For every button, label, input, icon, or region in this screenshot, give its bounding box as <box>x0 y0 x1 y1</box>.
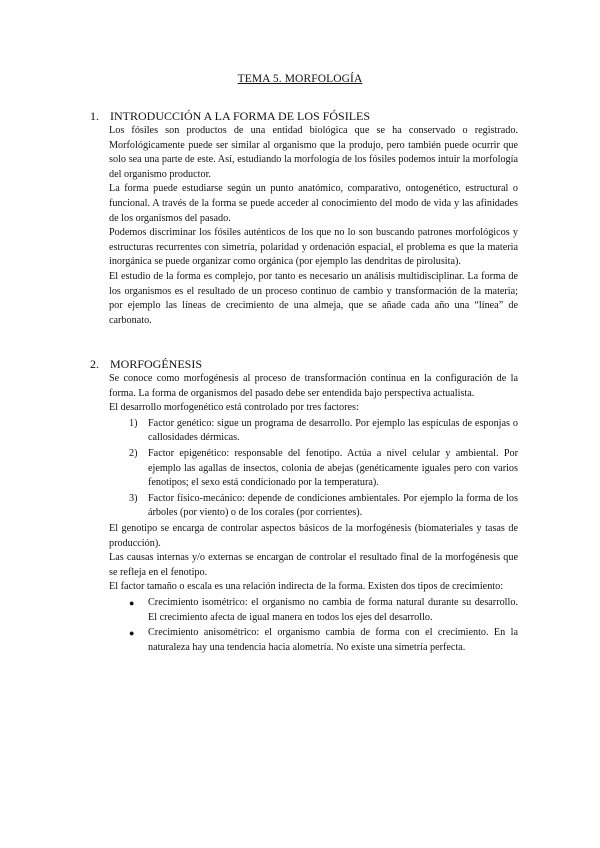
paragraph: El genotipo se encarga de controlar aspectos básicos de la morfogénesis (biomateriales y tasas de producción). <box>109 522 518 549</box>
bullet-icon: ● <box>129 597 135 608</box>
section-body <box>109 124 518 328</box>
list-number: 2) <box>129 447 138 459</box>
section-title: INTRODUCCIÓN A LA FORMA DE LOS FÓSILES <box>110 109 371 123</box>
list-item <box>129 447 518 491</box>
growth-list <box>129 596 518 655</box>
factor-list <box>129 417 518 521</box>
paragraph: Podemos discriminar los fósiles auténticos de los que no lo son buscando patrones morfológicos y estructuras recurrentes con simetría, polaridad y ordenación espacial, el problema es que la materia inorgánica se puede organizar como orgánica (por ejemplo las dendritas de pirolusita). <box>109 227 518 268</box>
paragraph: Se conoce como morfogénesis al proceso de transformación continua en la configuración de la forma. La forma de organismos del pasado debe ser entendida bajo perspectiva actualista. <box>109 373 518 399</box>
section-morfogenesis <box>90 356 518 656</box>
list-text: Crecimiento anisométrico: el organismo cambia de forma con el crecimiento. En la naturaleza hay una tendencia hacia alometría. No existe una simetría perfecta. <box>148 627 518 653</box>
page-title: TEMA 5. MORFOLOGÍA <box>237 73 363 85</box>
section-body <box>109 372 518 655</box>
paragraph: El estudio de la forma es complejo, por tanto es necesario un análisis multidisciplinar. La forma de los organismos es el resultado de un proceso continuo de cambio y transformación de la materia; por ejemplo las líneas de crecimiento de una almeja, que se añade cada año una “línea” de carbonato. <box>109 270 518 326</box>
list-text: Factor genético: sigue un programa de desarrollo. Por ejemplo las espículas de esponjas o callosidades dérmicas. <box>148 417 518 444</box>
section-title: MORFOGÉNESIS <box>110 357 203 371</box>
section-introduccion <box>90 108 518 328</box>
paragraph: La forma puede estudiarse según un punto anatómico, comparativo, ontogenético, estructural o funcional. A través de la forma se puede acceder al conocimiento del modo de vida y las afinidades de los organismos del pasado. <box>109 183 518 224</box>
list-item <box>129 417 518 446</box>
list-text: Factor físico-mecánico: depende de condiciones ambientales. Por ejemplo la forma de los árboles (por viento) o de los corales (por corrientes). <box>148 492 518 519</box>
section-number: 1. <box>90 109 99 123</box>
paragraph: Las causas internas y/o externas se encargan de controlar el resultado final de la morfogénesis que se refleja en el fenotipo. <box>109 552 518 578</box>
list-text: Crecimiento isométrico: el organismo no cambia de forma natural durante su desarrollo. El crecimiento afecta de igual manera en todos los ejes del desarrollo. <box>148 596 518 623</box>
list-number: 3) <box>129 492 138 504</box>
paragraph: El desarrollo morfogenético está controlado por tres factores: <box>109 402 359 414</box>
list-text: Factor epigenético: responsable del fenotipo. Actúa a nivel celular y ambiental. Por ejemplo las agallas de insectos, colonia de abejas (genéticamente iguales pero con varios fenotipos; el sexo está condicionado por la temperatura). <box>148 447 518 489</box>
list-item <box>129 492 518 521</box>
paragraph: Los fósiles son productos de una entidad biológica que se ha conservado o registrado. Morfológicamente puede ser similar al organismo que la produjo, pero también puede ocurrir que solo sea una parte de este. Así, estudiando la morfología de los fósiles podemos intuir la morfología del organismo productor. <box>109 125 518 180</box>
bullet-icon: ● <box>129 628 135 639</box>
paragraph: El factor tamaño o escala es una relación indirecta de la forma. Existen dos tipos de crecimiento: <box>109 581 504 593</box>
list-item <box>129 596 518 625</box>
section-heading <box>90 356 518 372</box>
list-item <box>129 626 518 655</box>
section-number: 2. <box>90 357 99 371</box>
section-heading <box>90 108 518 124</box>
list-number: 1) <box>129 417 138 429</box>
